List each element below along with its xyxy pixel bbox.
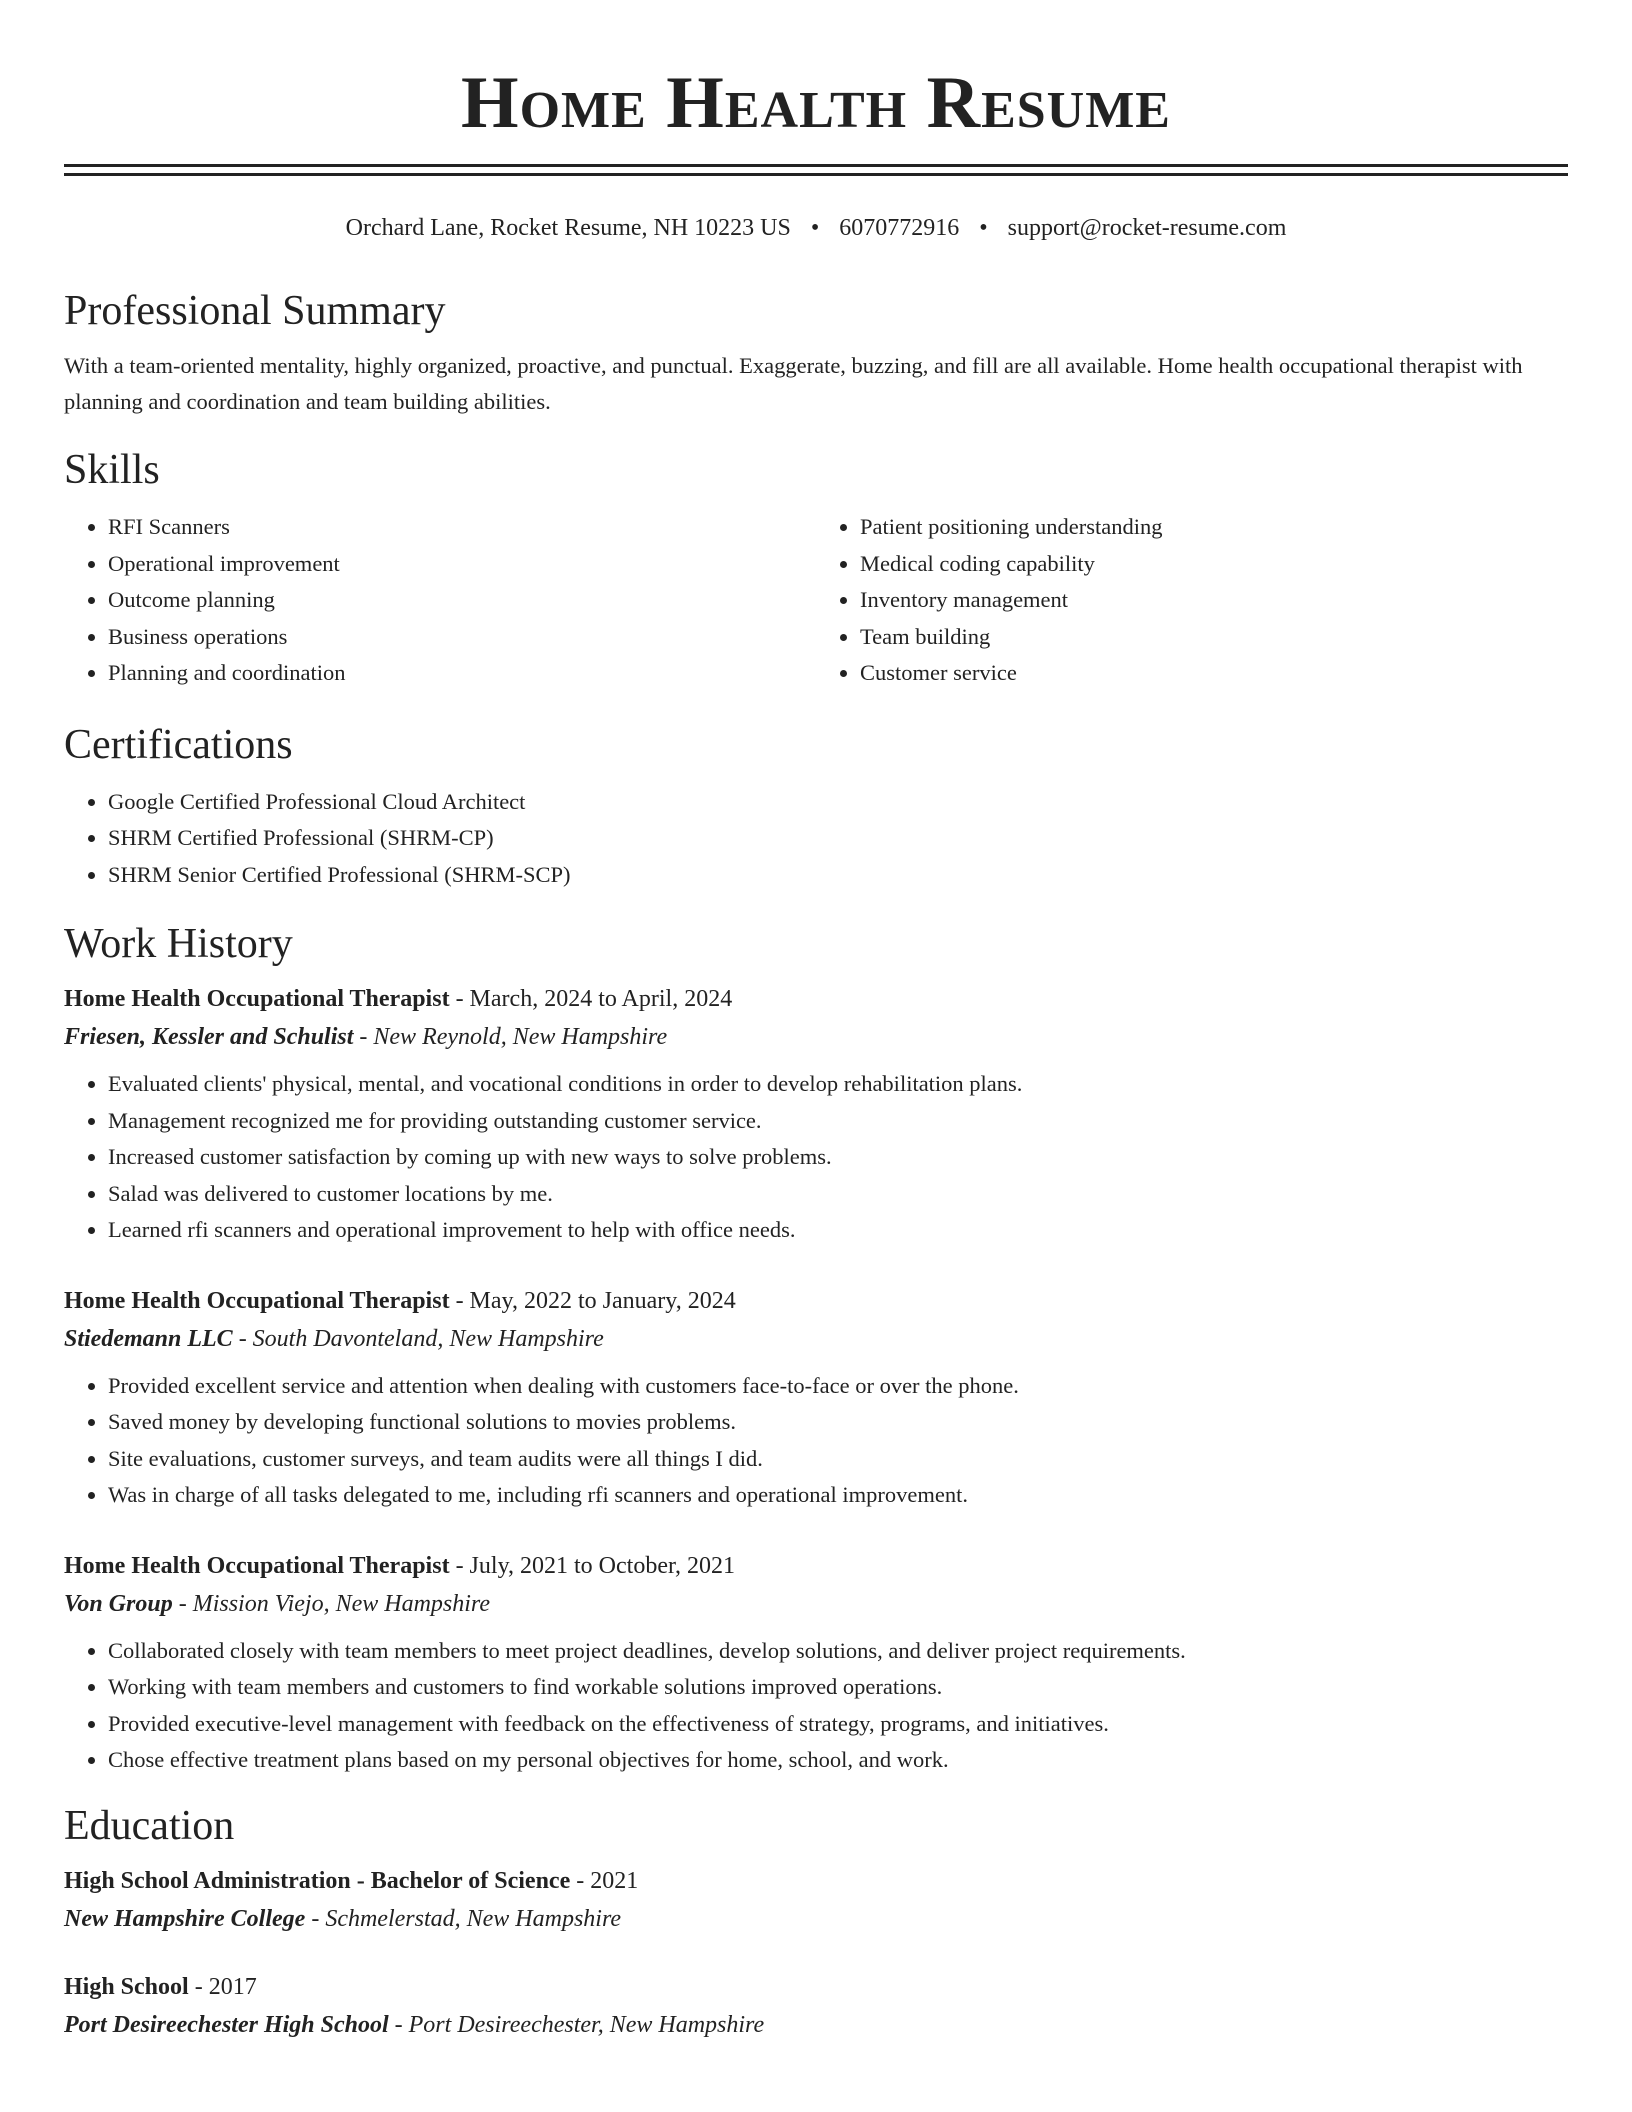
- job-bullet: • Chose effective treatment plans based on my personal objectives for home, school, and work.: [108, 1742, 1568, 1779]
- certification-item: • Google Certified Professional Cloud Architect: [108, 784, 1568, 821]
- job-bullet: • Working with team members and customers to find workable solutions improved operations.: [108, 1669, 1568, 1706]
- company-name: Friesen, Kessler and Schulist: [64, 1024, 354, 1050]
- contact-separator: •: [979, 215, 988, 241]
- graduation-year: - 2017: [188, 1973, 257, 2000]
- job-bullet: • Provided executive-level management with feedback on the effectiveness of strategy, programs, and initiatives.: [108, 1706, 1568, 1743]
- job-bullet: • Site evaluations, customer surveys, and team audits were all things I did.: [108, 1441, 1568, 1478]
- job-title-line: [64, 1283, 1568, 1319]
- job-bullets: [64, 1066, 1568, 1249]
- degree-line: [64, 1969, 1568, 2005]
- skills-columns: [64, 509, 1568, 692]
- company-location: - South Davonteland, New Hampshire: [232, 1325, 604, 1352]
- school-location: - Port Desireechester, New Hampshire: [388, 2011, 765, 2038]
- skill-item: • Team building: [860, 619, 1568, 656]
- contact-separator: •: [810, 215, 820, 241]
- school-name: New Hampshire College: [64, 1905, 306, 1932]
- company-line: [64, 1319, 1568, 1359]
- job-title-line: [64, 1548, 1568, 1584]
- job-bullet: • Increased customer satisfaction by coming up with new ways to solve problems.: [108, 1139, 1568, 1176]
- title-divider-top: [64, 164, 1568, 167]
- contact-phone: 6070772916: [839, 215, 960, 241]
- skill-item: • Outcome planning: [108, 582, 816, 619]
- company-location: - Mission Viejo, New Hampshire: [172, 1590, 491, 1617]
- school-name: Port Desireechester High School: [64, 2011, 389, 2038]
- job-bullet: • Collaborated closely with team members to meet project deadlines, develop solutions, and deliver project requirements.: [108, 1633, 1568, 1670]
- title-divider-bottom: [64, 173, 1568, 176]
- job-entry: [64, 981, 1568, 1249]
- skills-list-left: [64, 509, 816, 692]
- job-bullet: • Learned rfi scanners and operational improvement to help with office needs.: [108, 1212, 1568, 1249]
- summary-text: With a team-oriented mentality, highly organized, proactive, and punctual. Exaggerate, buzzing, and fill are all available. Home health occupational therapist with planning and coordination and team building abilities.: [64, 353, 1523, 414]
- job-entry: [64, 1283, 1568, 1514]
- work-history-heading: Work History: [64, 921, 293, 967]
- company-name: Stiedemann LLC: [64, 1325, 233, 1352]
- contact-email: support@rocket-resume.com: [1007, 215, 1287, 241]
- job-dates: - March, 2024 to April, 2024: [449, 986, 733, 1012]
- company-name: Von Group: [64, 1590, 173, 1617]
- certifications-heading: Certifications: [64, 721, 293, 768]
- job-bullets: [64, 1368, 1568, 1514]
- skill-item: • Planning and coordination: [108, 655, 816, 692]
- degree: High School Administration - Bachelor of Science: [64, 1867, 571, 1894]
- job-title: Home Health Occupational Therapist: [64, 1552, 450, 1579]
- skills-heading: Skills: [64, 447, 160, 493]
- skill-item: • Inventory management: [860, 582, 1568, 619]
- certification-item: • SHRM Certified Professional (SHRM-CP): [108, 820, 1568, 857]
- education-entry: [64, 1969, 1568, 2045]
- degree: High School: [64, 1973, 189, 2000]
- job-bullet: • Provided excellent service and attention when dealing with customers face-to-face or over the phone.: [108, 1368, 1568, 1405]
- skill-item: • Operational improvement: [108, 546, 816, 583]
- school-location: - Schmelerstad, New Hampshire: [305, 1905, 622, 1932]
- job-bullet: • Evaluated clients' physical, mental, and vocational conditions in order to develop rehabilitation plans.: [108, 1066, 1568, 1103]
- school-line: [64, 2005, 1568, 2045]
- company-location: - New Reynold, New Hampshire: [353, 1024, 668, 1050]
- skills-list-right: [816, 509, 1568, 692]
- degree-line: [64, 1863, 1568, 1899]
- job-title-line: [64, 981, 1568, 1017]
- graduation-year: - 2021: [570, 1867, 639, 1894]
- education-entry: [64, 1863, 1568, 1939]
- certification-item: • SHRM Senior Certified Professional (SHRM-SCP): [108, 857, 1568, 894]
- company-line: [64, 1017, 1568, 1057]
- education-heading: Education: [64, 1802, 235, 1849]
- job-bullets: [64, 1633, 1568, 1779]
- certifications-list: [64, 784, 1568, 894]
- job-bullet: • Salad was delivered to customer locations by me.: [108, 1176, 1568, 1213]
- resume-title: Home Health Resume: [461, 62, 1171, 144]
- skill-item: • Medical coding capability: [860, 546, 1568, 583]
- job-bullet: • Saved money by developing functional solutions to movies problems.: [108, 1404, 1568, 1441]
- job-bullet: • Was in charge of all tasks delegated to me, including rfi scanners and operational improvement.: [108, 1477, 1568, 1514]
- skill-item: • Customer service: [860, 655, 1568, 692]
- skill-item: • Business operations: [108, 619, 816, 656]
- job-dates: - May, 2022 to January, 2024: [449, 1287, 736, 1314]
- school-line: [64, 1899, 1568, 1939]
- contact-line: [64, 212, 1568, 244]
- job-title: Home Health Occupational Therapist: [64, 1287, 450, 1314]
- contact-address: Orchard Lane, Rocket Resume, NH 10223 US: [345, 215, 791, 241]
- skill-item: • Patient positioning understanding: [860, 509, 1568, 546]
- skill-item: • RFI Scanners: [108, 509, 816, 546]
- job-title: Home Health Occupational Therapist: [64, 986, 450, 1012]
- job-entry: [64, 1548, 1568, 1779]
- company-line: [64, 1584, 1568, 1624]
- job-dates: - July, 2021 to October, 2021: [449, 1552, 736, 1579]
- summary-heading: Professional Summary: [64, 288, 446, 334]
- job-bullet: • Management recognized me for providing outstanding customer service.: [108, 1103, 1568, 1140]
